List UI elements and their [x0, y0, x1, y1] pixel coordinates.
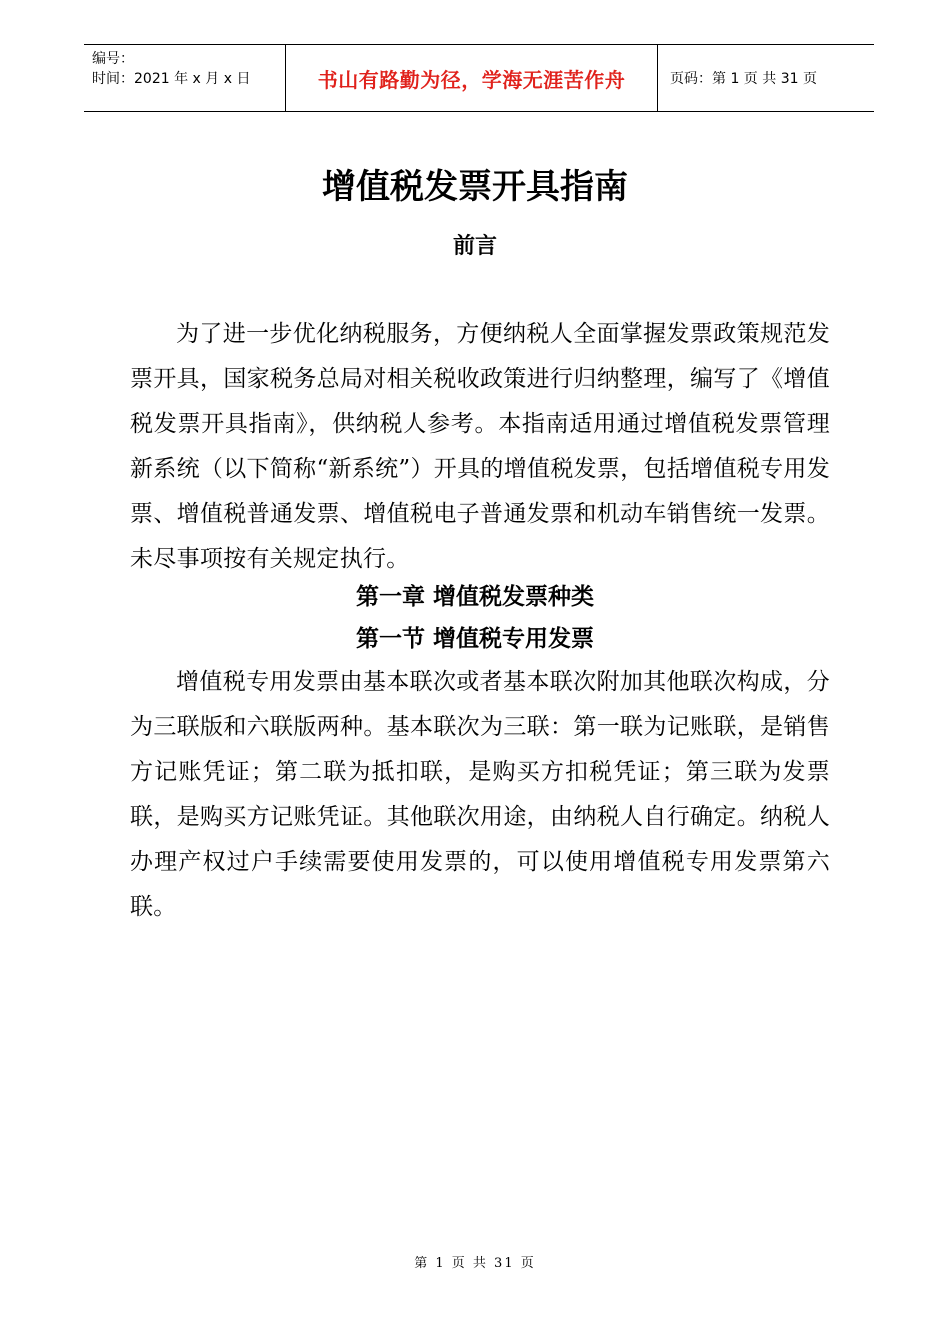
document-number-label: 编号： — [92, 51, 134, 67]
chapter-heading: 第一章 增值税发票种类 — [355, 584, 594, 610]
header-meta — [84, 45, 286, 111]
header-page-info: 页码：第 1 页 共 31 页 — [670, 71, 817, 87]
header-motto: 书山有路勤为径，学海无涯苦作舟 — [286, 45, 658, 111]
preface-heading: 前言 — [452, 234, 497, 259]
document-time-label: 时间：2021 年 x 月 x 日 — [92, 71, 251, 87]
page-footer: 第 1 页 共 31 页 — [414, 1256, 536, 1271]
section-paragraph: 增值税专用发票由基本联次或者基本联次附加其他联次构成，分为三联版和六联版两种。基本联次为三联：第一联为记账联，是销售方记账凭证；第二联为抵扣联，是购买方扣税凭证；第三联为发票联，是购买方记账凭证。其他联次用途，由纳税人自行确定。纳税人办理产权过户手续需要使用发票的，可以使用增值税专用发票第六联。 — [130, 669, 830, 920]
document-title: 增值税发票开具指南 — [322, 167, 628, 207]
page-header — [84, 44, 874, 112]
preface-paragraph: 为了进一步优化纳税服务，方便纳税人全面掌握发票政策规范发票开具，国家税务总局对相关税收政策进行归纳整理，编写了《增值税发票开具指南》，供纳税人参考。本指南适用通过增值税发票管理新系统（以下简称“新系统”）开具的增值税发票，包括增值税专用发票、增值税普通发票、增值税电子普通发票和机动车销售统一发票。未尽事项按有关规定执行。 — [130, 321, 830, 572]
section-heading: 第一节 增值税专用发票 — [355, 626, 594, 652]
